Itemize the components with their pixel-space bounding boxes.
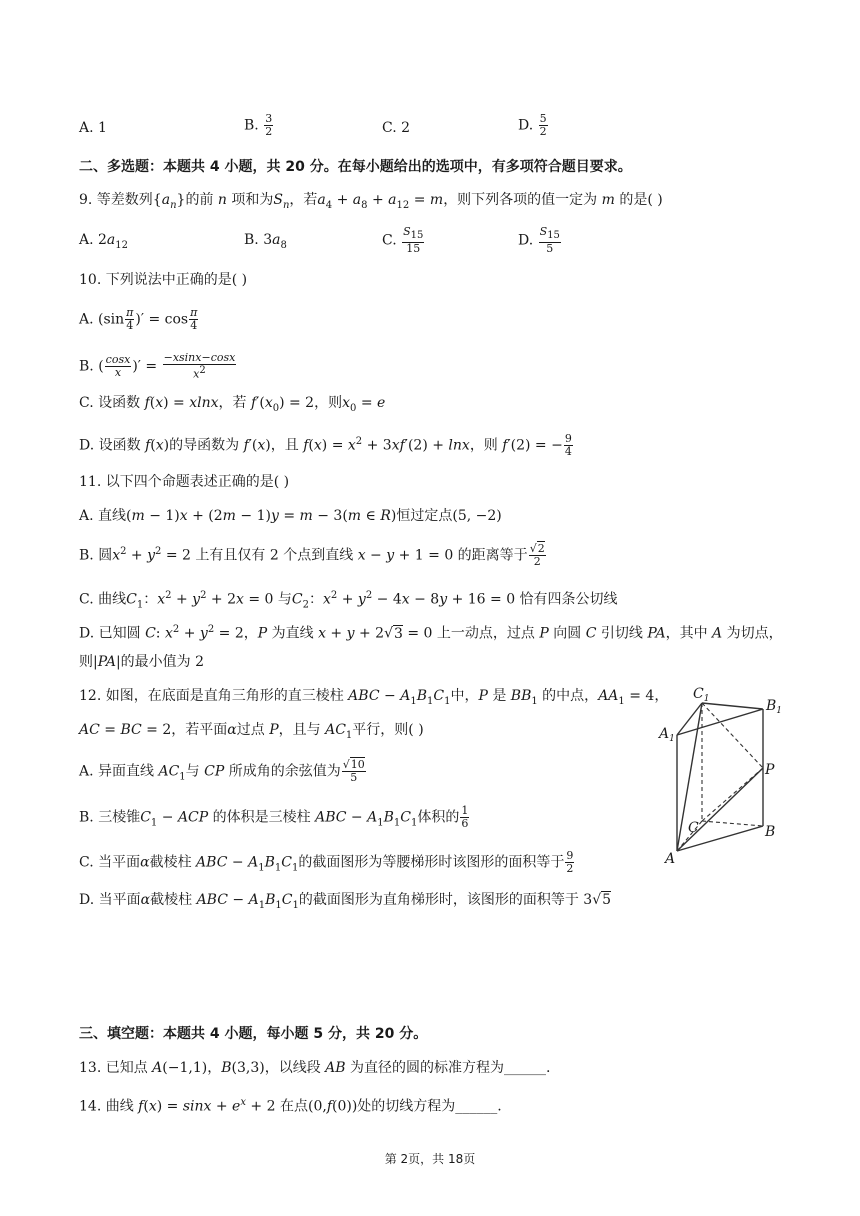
prism-figure <box>655 678 795 868</box>
q10-option-b: B. ( $\frac{\cos x}{x}$ )′ = $\frac{-xsinx-\cos x}{x^2}$ <box>79 351 236 381</box>
question-9-stem: 9. 等差数列$\{a_n\}$的前 n 项和为$S_n$，若$a_4 + a_8 + a_{12} = m$，则下列各项的值一定为 m 的是( ) <box>79 192 663 211</box>
q10-option-a: A. (sin $\frac{\pi}{4}$ )′ = cos $\frac{\pi}{4}$ <box>79 306 198 332</box>
q11-option-c: C. 曲线$C_1$：$x^2 + y^2 + 2x = 0$ 与$C_2$：$x^2 + y^2 - 4x - 8y + 16 = 0$ 恰有四条公切线 <box>79 590 618 611</box>
question-12-stem-line1: 12. 如图，在底面是直角三角形的直三棱柱 ABC − $A_1B_1C_1$中，P 是 $BB_1$ 的中点，$AA_1 = 4$， <box>79 688 669 707</box>
q11-option-d-cont: 则|PA|的最小值为 2 <box>79 654 205 670</box>
label-a: A <box>665 851 676 867</box>
q11-option-a: A. 直线(m − 1)x + (2m − 1)y = m − 3(m ∈ R)恒过定点(5, −2) <box>79 508 502 524</box>
question-10-stem: 10. 下列说法中正确的是( ) <box>79 272 248 288</box>
q9-option-b: B. $3a_8$ <box>244 232 287 251</box>
q8-option-c: C. 2 <box>382 120 411 136</box>
label-a1: $A_1$ <box>659 726 675 744</box>
label-c1: $C_1$ <box>693 686 710 704</box>
q9-option-a: A. $2a_{12}$ <box>79 232 129 251</box>
q9-option-c: C. $\frac{S_{15}}{15}$ <box>382 225 424 256</box>
label-b1: $B_1$ <box>766 698 783 716</box>
q8-option-a: A. 1 <box>79 120 107 136</box>
question-13: 13. 已知点 A(−1,1)，B(3,3)，以线段 AB 为直径的圆的标准方程为______. <box>79 1060 551 1076</box>
q9-option-d: D. $\frac{S_{15}}{5}$ <box>518 225 560 256</box>
q8-option-d: D. $\frac{5}{2}$ <box>518 112 547 138</box>
q12-option-a: A. 异面直线 $AC_1$与 CP 所成角的余弦值为 $\frac{√10}{5}$ <box>79 758 365 784</box>
q11-option-b: B. 圆$x^2 + y^2 = 2$ 上有且仅有 2 个点到直线 x − y + 1 = 0 的距离等于 $\frac{√2}{2}$ <box>79 542 545 569</box>
q12-option-d: D. 当平面α截棱柱 ABC − $A_1B_1C_1$的截面图形为直角梯形时，该图形的面积等于 3√5 <box>79 892 612 911</box>
question-12-stem-line2: AC = BC = 2，若平面α过点 P，且与 $AC_1$平行，则( ) <box>79 722 424 741</box>
section-3-title: 三、填空题：本题共 4 小题，每小题 5 分，共 20 分。 <box>79 1026 428 1042</box>
section-2-title: 二、多选题：本题共 4 小题，共 20 分。在每小题给出的选项中，有多项符合题目要求。 <box>79 159 632 175</box>
q10-option-d: D. 设函数 f(x)的导函数为 f′(x)，且 $f(x) = x^2 + 3xf'(2) + \ln x$，则 f′(2) = − $\frac{9}{4}$ <box>79 432 572 459</box>
label-p: P <box>765 762 775 778</box>
label-b: B <box>765 824 776 840</box>
question-14: 14. 曲线 $f(x) = \sin x + e^x + 2$ 在点(0,f(0))处的切线方程为______. <box>79 1097 502 1115</box>
q11-option-d: D. 已知圆 C: $x^2 + y^2 = 2$，P 为直线 x + y + 2√3 = 0 上一动点，过点 P 向圆 C 引切线 PA，其中 A 为切点， <box>79 624 783 642</box>
page-footer: 第 2页，共 18页 <box>384 1152 476 1166</box>
label-c: C <box>688 820 699 836</box>
q8-option-b: B. $\frac{3}{2}$ <box>244 112 273 138</box>
q12-option-b: B. 三棱锥$C_1$ − ACP 的体积是三棱柱 ABC − $A_1B_1C_1$体积的 $\frac{1}{6}$ <box>79 804 469 830</box>
q12-option-c: C. 当平面α截棱柱 ABC − $A_1B_1C_1$的截面图形为等腰梯形时该图形的面积等于 $\frac{9}{2}$ <box>79 849 574 875</box>
q10-option-c: C. 设函数 f(x) = xlnx，若 $f'(x_0) = 2$，则$x_0 = e$ <box>79 395 386 414</box>
question-11-stem: 11. 以下四个命题表述正确的是( ) <box>79 474 290 490</box>
